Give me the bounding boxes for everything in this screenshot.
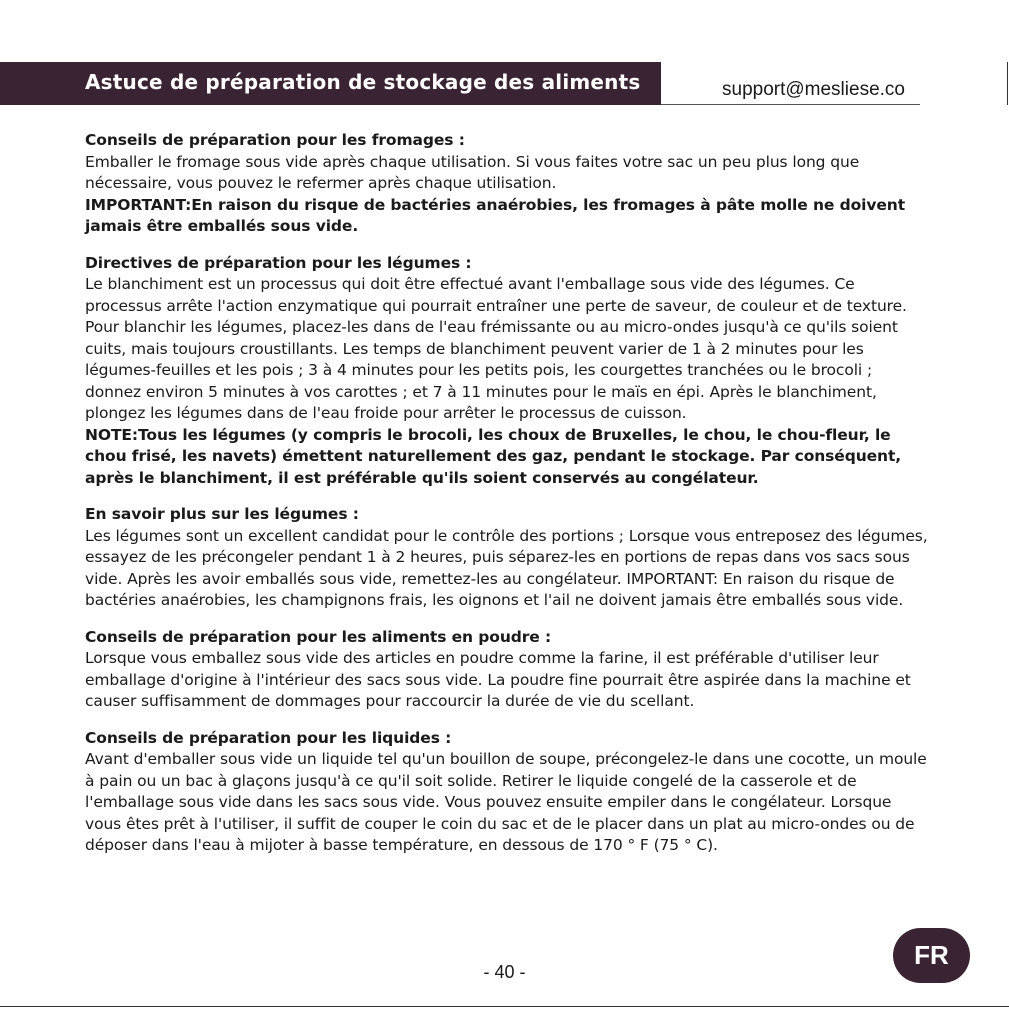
important-note: IMPORTANT:En raison du risque de bactéries anaérobies, les fromages à pâte molle ne doivent jamais être emballés sous vide.: [85, 195, 906, 235]
section-body: Avant d'emballer sous vide un liquide tel qu'un bouillon de soupe, précongelez-le dans une cocotte, un moule à pain ou un bac à glaçons jusqu'à ce qu'il soit solide. Retirer le liquide congelé de la casserole et de l'emballage sous vide dans les sacs sous vide. Vous pouvez ensuite empiler dans le congélateur. Lorsque vous êtes prêt à l'utiliser, il suffit de couper le coin du sac et de le placer dans un plat au micro-ondes ou de déposer dans l'eau à mijoter à basse température, en dessous de 170 ° F (75 ° C).: [85, 750, 927, 854]
section-heading: Directives de préparation pour les légumes :: [85, 253, 472, 272]
section-body: Les légumes sont un excellent candidat pour le contrôle des portions ; Lorsque vous entreposez des légumes, essayez de les précongeler pendant 1 à 2 heures, puis séparez-les en portions de repas dans vos sacs sous vide. Après les avoir emballés sous vide, remettez-les au congélateur. IMPORTANT: En raison du risque de bactéries anaérobies, les champignons frais, les oignons et l'ail ne doivent jamais être emballés sous vide.: [85, 526, 928, 609]
email-underline: [661, 104, 920, 105]
main-content: [85, 130, 930, 872]
section-liquids: [85, 728, 930, 857]
section-heading: En savoir plus sur les légumes :: [85, 505, 359, 523]
section-body: Emballer le fromage sous vide après chaque utilisation. Si vous faites votre sac un peu plus long que nécessaire, vous pouvez le refermer après chaque utilisation.: [85, 152, 860, 192]
note-text: NOTE:Tous les légumes (y compris le brocoli, les choux de Bruxelles, le chou, le chou-fleur, le chou frisé, les navets) émettent naturellement des gaz, pendant le stockage. Par conséquent, après le blanchiment, il est préférable qu'ils soient conservés au congélateur.: [85, 425, 902, 487]
section-heading: Conseils de préparation pour les liquides :: [85, 728, 452, 747]
bottom-divider: [0, 1006, 1009, 1007]
section-cheese: [85, 130, 930, 238]
page-number: - 40 -: [483, 962, 526, 982]
header-bar: [0, 62, 661, 105]
support-email: support@mesliese.co: [722, 79, 905, 100]
section-powder: [85, 627, 930, 713]
section-body: Le blanchiment est un processus qui doit être effectué avant l'emballage sous vide des légumes. Ce processus arrête l'action enzymatique qui pourrait entraîner une perte de saveur, de couleur et de texture. Pour blanchir les légumes, placez-les dans de l'eau frémissante ou au micro-ondes jusqu'à ce qu'ils soient cuits, mais toujours croustillants. Les temps de blanchiment peuvent varier de 1 à 2 minutes pour les légumes-feuilles et les pois ; 3 à 4 minutes pour les petits pois, les courgettes tranchées ou le brocoli ; donnez environ 5 minutes à vos carottes ; et 7 à 11 minutes pour le maïs en épi. Après le blanchiment, plongez les légumes dans de l'eau froide pour arrêter le processus de cuisson.: [85, 275, 907, 422]
section-vegetables: [85, 253, 930, 490]
edge-divider: [1007, 62, 1008, 105]
page-title: Astuce de préparation de stockage des aliments: [85, 70, 641, 94]
section-heading: Conseils de préparation pour les fromages :: [85, 131, 465, 149]
language-badge: FR: [893, 928, 970, 983]
section-heading: Conseils de préparation pour les aliments en poudre :: [85, 627, 552, 646]
section-body: Lorsque vous emballez sous vide des articles en poudre comme la farine, il est préférable d'utiliser leur emballage d'origine à l'intérieur des sacs sous vide. La poudre fine pourrait être aspirée dans la machine et causer suffisamment de dommages pour raccourcir la durée de vie du scellant.: [85, 649, 911, 710]
section-more-vegetables: [85, 504, 930, 612]
